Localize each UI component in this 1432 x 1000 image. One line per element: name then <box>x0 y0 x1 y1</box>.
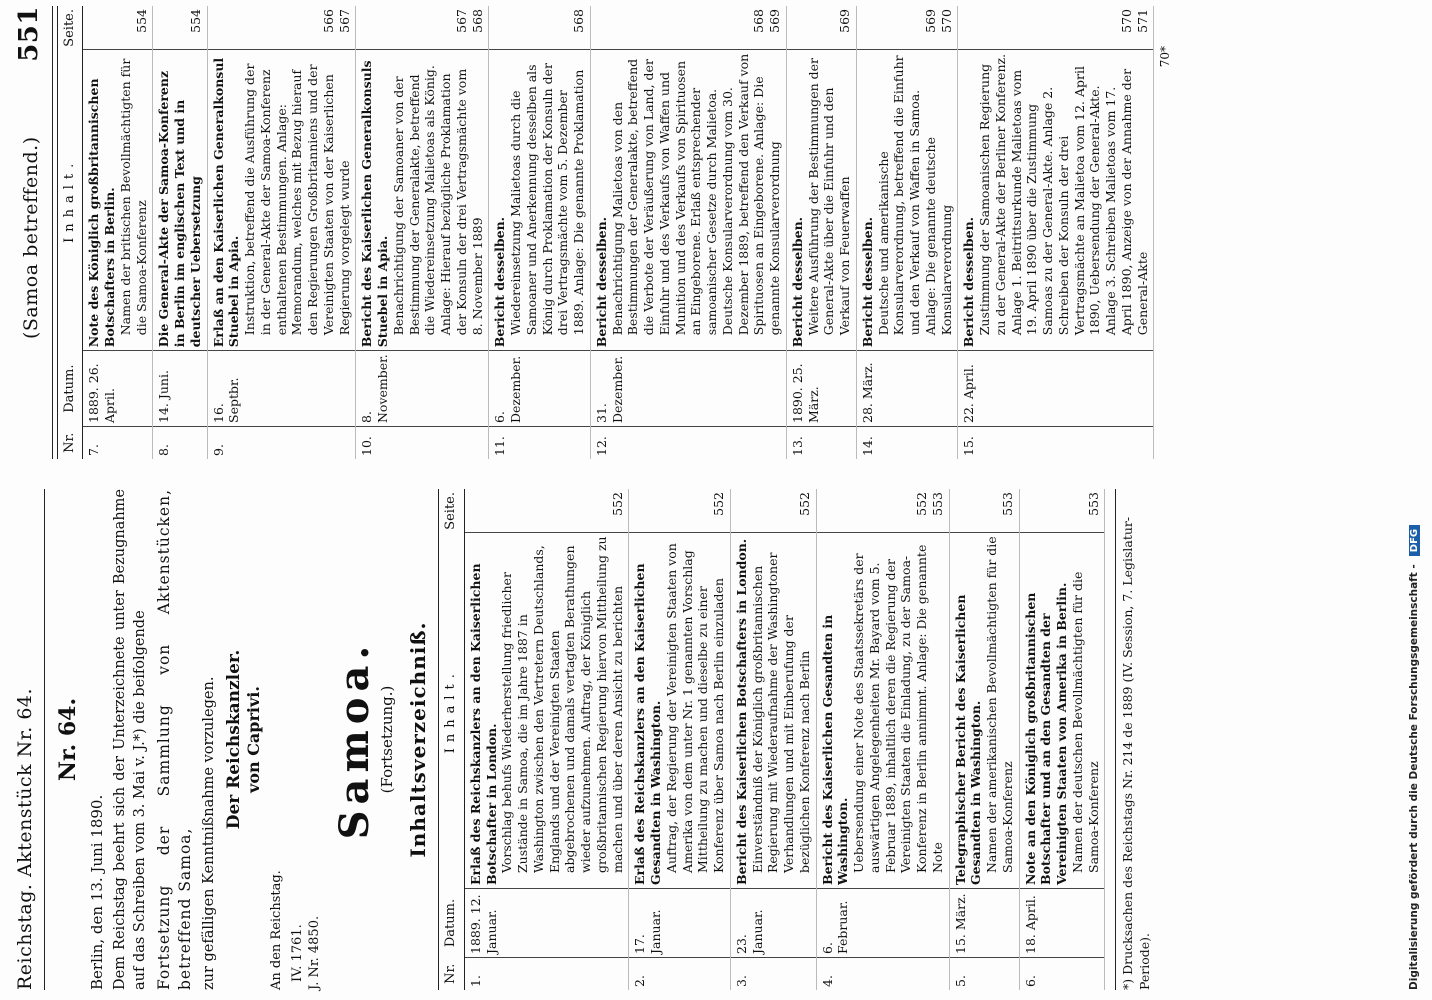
entry-page: 552 <box>629 489 731 533</box>
table-row <box>1019 489 1105 990</box>
signer-name: von Caprivi. <box>243 686 263 793</box>
entry-content <box>786 50 856 351</box>
entry-title: Note an den Königlich großbritannischen Botschafter und an den Gesandten der Vereinigten Staaten von Amerika in Berlin. <box>1022 582 1070 885</box>
table-row <box>629 489 731 990</box>
entry-title: Bericht desselben. <box>859 216 875 348</box>
entry-nr: 8. <box>153 427 207 460</box>
entry-nr: 14. <box>856 427 958 460</box>
entry-title: Bericht desselben. <box>961 216 977 348</box>
entry-page: 569 <box>786 6 856 50</box>
entry-page: 568 <box>489 6 591 50</box>
entry-page: 552 553 <box>816 489 949 533</box>
table-row <box>786 6 856 459</box>
entry-page: 552 <box>730 489 816 533</box>
entry-nr: 11. <box>489 427 591 460</box>
entry-title: Bericht desselben. <box>789 216 805 348</box>
page-number: 551 <box>14 6 44 62</box>
entry-nr: 13. <box>786 427 856 460</box>
col-content-header: Inhalt. <box>439 533 464 889</box>
dfg-text: Digitalisierung gefördert durch die Deutsche Forschungsgemeinschaft - <box>1408 564 1420 990</box>
entry-page: 553 <box>949 489 1019 533</box>
table-row <box>730 489 816 990</box>
entry-page: 566 567 <box>207 6 356 50</box>
entry-text: Vorschlag behufs Wiederherstellung friedlicher Zustände in Samoa, die im Jahre 1887 in Washington zwischen den Vertretern Deutschlands, Englands und der Vereinigten Staaten abgebrochenen und damals vertagten Berathungen wieder aufzunehmen. Auftrag, der Königlich großbritannischen Regierung hiervon Mittheilung zu machen und über deren Ansicht zu berichten <box>499 536 625 873</box>
table-row <box>856 6 958 459</box>
entry-text: Namen der britischen Bevollmächtigten für die Samoa-Konferenz <box>117 58 149 336</box>
entry-date: 14. Juni. <box>153 351 207 427</box>
entry-content <box>489 50 591 351</box>
dfg-watermark-inner <box>1403 10 1425 990</box>
entry-page: 553 <box>1019 489 1105 533</box>
entry-text: Uebersendung einer Note des Staatssekretärs der auswärtigen Angelegenheiten Mr. Bayard vom 5. Februar 1889, inhaltlich deren die Regierung der Vereinigten Staaten die Einladung, zu der Samoa-Konferenz in Berlin annimmt. Anlage: Die genannte Note <box>851 544 945 873</box>
right-column <box>0 0 1390 465</box>
toc-table-left <box>438 489 1105 990</box>
entry-date: 6. Dezember. <box>489 351 591 427</box>
index-title: Inhaltsverzeichniß. <box>406 621 431 858</box>
col-content-header: Inhalt. <box>58 50 83 351</box>
document-number: Nr. 64. <box>55 697 81 782</box>
col-page-header: Seite. <box>58 6 83 50</box>
entry-text: Benachrichtigung der Samoaner von der Bestimmung der Generalakte, betreffend die Wiedereinsetzung Malietoas als König. Anlage: Hierauf bezügliche Proklamation der Konsuln der drei Vertragsmächte vom 8. November 1889 <box>390 65 485 336</box>
entry-page: 568 569 <box>590 6 786 50</box>
table-row <box>356 6 489 459</box>
col-date-header: Datum. <box>58 351 83 427</box>
entry-text: Wiedereinsetzung Malietoas durch die Samoaner und Anerkennung desselben als König durch Proklamation der Konsuln der drei Vertragsmächte vom 5. Dezember 1889. Anlage: Die genannte Proklamation <box>508 63 587 336</box>
dfg-logo: DFG <box>1409 525 1420 556</box>
entry-date: 1889. 12. Januar. <box>464 889 629 958</box>
col-date-header: Datum. <box>439 889 464 958</box>
entry-content <box>590 50 786 351</box>
entry-title: Erlaß an den Kaiserlichen Generalkonsul Stuebel in Apia. <box>210 57 242 348</box>
entry-title: Erlaß des Reichskanzlers an den Kaiserlichen Gesandten in Washington. <box>632 563 664 885</box>
reference-1: IV. 1761. <box>289 924 305 982</box>
place-date: Berlin, den 13. Juni 1890. <box>88 794 106 990</box>
entry-content <box>464 533 629 889</box>
entry-date: 22. April. <box>958 351 1154 427</box>
entry-nr: 9. <box>207 427 356 460</box>
entry-nr: 1. <box>464 958 629 991</box>
entry-content <box>356 50 489 351</box>
entry-content <box>1019 533 1105 889</box>
col-nr-header: Nr. <box>58 427 83 460</box>
table-row <box>949 489 1019 990</box>
entry-title: Note des Königlich großbritannischen Botschafters in Berlin. <box>86 78 118 348</box>
entry-date: 8. November. <box>356 351 489 427</box>
entry-title: Bericht des Kaiserlichen Generalkonsuls Stuebel in Apia. <box>359 60 391 348</box>
entry-page: 567 568 <box>356 6 489 50</box>
signer-title: Der Reichskanzler. <box>223 649 244 830</box>
entry-text: Weitere Ausführung der Bestimmungen der General-Akte über die Einfuhr und den Verkauf von Feuerwaffen <box>805 58 853 336</box>
entry-content <box>629 533 731 889</box>
entry-date: 1889. 26. April. <box>83 351 153 427</box>
footnote: *) Drucksachen des Reichstags Nr. 214 de 1889 (IV. Session, 7. Legislatur-Periode). <box>1115 489 1153 990</box>
entry-text: Instruktion, betreffend die Ausführung der in der General-Akte der Samoa-Konferenz enthaltenen Bestimmungen. Anlage: Memorandum, welches mit Bezug hierauf den Regierungen Großbritanniens und der Vereinigten Staaten von der Kaiserlichen Regierung vorgelegt wurde <box>242 63 352 336</box>
header-center-text: (Samoa betreffend.) <box>20 136 42 339</box>
entry-title: Erlaß des Reichskanzlers an den Kaiserlichen Botschafter in London. <box>467 563 499 885</box>
entry-content <box>949 533 1019 889</box>
table-row <box>83 6 153 459</box>
entry-text: Namen der amerikanischen Bevollmächtigten für die Samoa-Konferenz <box>984 536 1015 873</box>
entry-text: Namen der deutschen Bevollmächtigten für die Samoa-Konferenz <box>1069 571 1101 873</box>
continuation-title: Fortsetzung der Sammlung von Aktenstücken, betreffend Samoa, <box>155 489 195 990</box>
table-row <box>153 6 207 459</box>
header-left-text: Reichstag. Aktenstück Nr. 64. <box>14 687 36 990</box>
table-row <box>816 489 949 990</box>
entry-date: 1890. 25. März. <box>786 351 856 427</box>
entry-page: 554 <box>83 6 153 50</box>
entry-text: Benachrichtigung Malietoas von den Bestimmungen der Generalakte, betreffend die Verbote der Veräußerung von Land, der Einfuhr und des Verkaufs von Waffen und Munition und des Verkaufs von Spirituosen an Eingeborene. Erlaß entsprechender samoanischer Gesetze durch Malietoa. Deutsche Konsularverordnung vom 30. Dezember 1889, betreffend den Verkauf von Spirituosen an Eingeborene. Anlage: Die genannte Konsularverordnung <box>609 53 783 336</box>
entry-text: Deutsche und amerikanische Konsularverordnung, betreffend die Einfuhr und den Verkauf von Waffen in Samoa. Anlage: Die genannte deutsche Konsularverordnung <box>875 55 954 336</box>
entry-nr: 7. <box>83 427 153 460</box>
entry-page: 569 570 <box>856 6 958 50</box>
table-row <box>464 489 629 990</box>
col-page-header: Seite. <box>439 489 464 533</box>
entry-title: Die General-Akte der Samoa-Konferenz in Berlin im englischen Text und in deutscher Uebersetzung <box>156 70 203 348</box>
entry-text: Zustimmung der Samoanischen Regierung zu der General-Akte der Berliner Konferenz. Anlage 1. Beitrittsurkunde Malietoas vom 19. April 1890 über die Zustimmung Samoas zu der General-Akte. Anlage 2. Schreiben der Konsuln der drei Vertragsmächte an Malietoa vom 12. April 1890, Uebersendung der General-Akte. Anlage 3. Schreiben Malietoas vom 17. April 1890, Anzeige von der Annahme der General-Akte <box>977 53 1150 336</box>
entry-content <box>153 50 207 351</box>
big-title: Samoa. <box>331 639 379 840</box>
entry-nr: 5. <box>949 958 1019 991</box>
entry-date: 6. Februar. <box>816 889 949 958</box>
table-row <box>207 6 356 459</box>
entry-nr: 2. <box>629 958 731 991</box>
entry-nr: 4. <box>816 958 949 991</box>
entry-content <box>958 50 1154 351</box>
dfg-watermark <box>1403 10 1425 990</box>
submit-text: zur gefälligen Kenntnißnahme vorzulegen. <box>201 676 218 990</box>
entry-text: Einverständniß der Königlich großbritannischen Regierung mit Wiederaufnahme der Washingtoner Verhandlungen und mit Einberufung der bezüglichen Konferenz nach Berlin <box>749 552 812 873</box>
entry-nr: 6. <box>1019 958 1105 991</box>
signature-mark: 70* <box>1158 46 1173 68</box>
entry-nr: 10. <box>356 427 489 460</box>
table-row <box>958 6 1154 459</box>
reference-2: J. Nr. 4850. <box>306 915 322 990</box>
toc-table-right <box>57 6 1154 459</box>
entry-content <box>83 50 153 351</box>
subtitle: (Fortsetzung.) <box>378 685 397 794</box>
entry-date: 28. März. <box>856 351 958 427</box>
table-row <box>590 6 786 459</box>
entry-date: 18. April. <box>1019 889 1105 958</box>
entry-date: 16. Septbr. <box>207 351 356 427</box>
entry-title: Bericht des Kaiserlichen Gesandten in Washington. <box>819 614 851 885</box>
entry-content <box>816 533 949 889</box>
entry-text: Auftrag, der Regierung der Vereinigten Staaten von Amerika von dem unter Nr. 1 genannten Vorschlag Mittheilung zu machen und dieselbe zu einer Konferenz über Samoa nach Berlin einzuladen <box>663 543 727 873</box>
col-nr-header: Nr. <box>439 958 464 991</box>
address-line: An den Reichstag. <box>268 870 284 990</box>
entry-title: Bericht desselben. <box>593 216 609 348</box>
entry-content <box>207 50 356 351</box>
right-header <box>14 6 44 459</box>
entry-nr: 15. <box>958 427 1154 460</box>
entry-content <box>856 50 958 351</box>
entry-page: 554 <box>153 6 207 50</box>
entry-date: 15. März. <box>949 889 1019 958</box>
entry-title: Bericht desselben. <box>492 216 508 348</box>
left-header <box>14 489 36 990</box>
table-row <box>489 6 591 459</box>
left-column <box>0 475 1390 1000</box>
entry-date: 23. Januar. <box>730 889 816 958</box>
entry-date: 31. Dezember. <box>590 351 786 427</box>
entry-nr: 3. <box>730 958 816 991</box>
entry-date: 17. Januar. <box>629 889 731 958</box>
entry-nr: 12. <box>590 427 786 460</box>
entry-title: Bericht des Kaiserlichen Botschafters in London. <box>733 538 749 885</box>
entry-content <box>730 533 816 889</box>
entry-title: Telegraphischer Bericht des Kaiserlichen Gesandten in Washington. <box>952 594 984 885</box>
entry-page: 552 <box>464 489 629 533</box>
intro-paragraph: Dem Reichstag beehrt sich der Unterzeichnete unter Bezugnahme auf das Schreiben vom 3. Mai v. J.*) die beifolgende <box>112 489 148 990</box>
entry-page: 570 571 <box>958 6 1154 50</box>
